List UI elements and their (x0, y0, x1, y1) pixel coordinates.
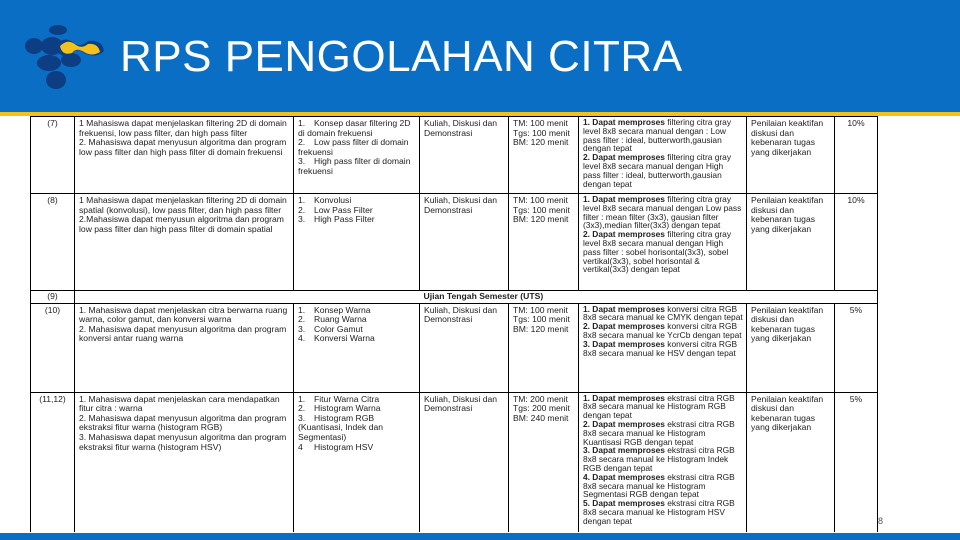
topic: 1. Konsep dasar filtering 2D di domain frekuensi (298, 118, 411, 138)
objective: 1 Mahasiswa dapat menjelaskan filtering 2D di domain frekuensi, low pass filter, dan high pass filter (79, 118, 287, 138)
outcome: 3. Dapat memproses ekstrasi citra RGB 8x8 secara manual ke Histogram Indek RGB dengan tepat (583, 445, 735, 473)
objectives-cell (75, 194, 294, 291)
outcome: 2. Dapat memproses filtering citra gray level 8x8 secara manual dengan High pass filter : ideal, butterworth,gausian dengan tepat (583, 152, 732, 189)
outcome: 2. Dapat memproses konversi citra RGB 8x8 secara manual ke YcrCb dengan tepat (583, 321, 742, 340)
weight-cell: 10% (835, 117, 878, 194)
page-title: RPS PENGOLAHAN CITRA (120, 32, 683, 81)
weight-cell: 10% (835, 194, 878, 291)
topic: 1. Konsep Warna (298, 304, 371, 315)
outcome: 2. Dapat memproses filtering citra gray level 8x8 secara manual dengan High pass filter : sobel horisontal(3x3), sobel vertikal(3x3), sobel horisontal & vertikal(3x3) dengan tepat (583, 229, 732, 275)
topics-cell (294, 194, 420, 291)
outcomes-cell (579, 117, 747, 194)
topic: 1. Fitur Warna Citra (298, 393, 380, 404)
outcomes-cell (579, 194, 747, 291)
outcome: 1. Dapat memproses filtering citra gray level 8x8 secara manual dengan Low pass filter : mean filter (3x3), gausian filter (3x3),median filter(3x3) dengan tepat (583, 194, 742, 231)
topic: 4. Konversi Warna (298, 333, 375, 344)
method-cell: Kuliah, Diskusi dan Demonstrasi (420, 117, 509, 194)
topic: 4 Histogram HSV (298, 441, 374, 452)
objective: 3. Mahasiswa dapat menyusun algoritma dan program ekstraksi fitur warna (histogram HSV) (79, 431, 287, 452)
outcome: 5. Dapat memproses ekstrasi citra RGB 8x8 secara manual ke Histogram HSV dengan tepat (583, 498, 735, 526)
outcome: 2. Dapat memproses ekstrasi citra RGB 8x8 secara manual ke Histogram Kuantisasi RGB dengan tepat (583, 418, 735, 447)
slide-footer (0, 533, 960, 540)
rps-table (30, 116, 878, 532)
outcomes-cell (579, 392, 747, 532)
table-row (31, 392, 878, 532)
assessment-cell: Penilaian keaktifan diskusi dan kebenaran tugas yang dikerjakan (747, 392, 835, 532)
objective: 2. Mahasiswa dapat menyusun algoritma dan program konversi antar ruang warna (79, 323, 287, 344)
topic: 3. Histogram RGB (Kuantisasi, Indek dan Segmentasi) (298, 412, 384, 442)
assessment-cell: Penilaian keaktifan diskusi dan kebenaran tugas yang dikerjakan (747, 303, 835, 392)
outcome: 1. Dapat memproses filtering citra gray level 8x8 secara manual dengan : Low pass filter : ideal, butterworth,gausian dengan tepat (583, 117, 732, 154)
objectives-cell (75, 117, 294, 194)
topic: 3. High Pass Filter (298, 214, 375, 225)
objective: 1 Mahasiswa dapat menjelaskan filtering 2D di domain spatial (konvolusi), low pass filter, dan high pass filter (79, 195, 287, 215)
table-row (31, 194, 878, 291)
topic: 2. Ruang Warna (298, 314, 367, 325)
topic: 3. Color Gamut (298, 323, 363, 334)
objective: 2. Mahasiswa dapat menyusun algoritma dan program low pass filter dan high pass filter di domain frekuensi (79, 137, 287, 157)
table-row (31, 303, 878, 392)
week-cell: (10) (31, 303, 75, 392)
outcome: 3. Dapat memproses konversi citra RGB 8x8 secara manual ke HSV dengan tepat (583, 338, 738, 358)
logo-icon (16, 20, 106, 90)
method-cell: Kuliah, Diskusi dan Demonstrasi (420, 392, 509, 532)
topic: 2. Histogram Warna (298, 403, 381, 414)
topics-cell (294, 392, 420, 532)
table-row (31, 117, 878, 194)
uts-row (31, 291, 878, 304)
outcome: 1. Dapat memproses ekstrasi citra RGB 8x8 secara manual ke Histogram RGB dengan tepat (583, 392, 735, 421)
week-cell: (8) (31, 194, 75, 291)
week-cell: (7) (31, 117, 75, 194)
week-cell: (11,12) (31, 392, 75, 532)
method-cell: Kuliah, Diskusi dan Demonstrasi (420, 194, 509, 291)
method-cell: Kuliah, Diskusi dan Demonstrasi (420, 303, 509, 392)
topic: 2. Low pass filter di domain frekuensi (298, 137, 409, 157)
objective: 2.Mahasiswa dapat menyusun algoritma dan program low pass filter dan high pass filter di domain spatial (79, 214, 284, 234)
time-cell: TM: 100 menit Tgs: 100 menit BM: 120 menit (509, 194, 579, 291)
outcome: 4. Dapat memproses ekstrasi citra RGB 8x8 secara manual ke Histogram Segmentasi RGB dengan tepat (583, 471, 735, 500)
objective: 2. Mahasiswa dapat menyusun algoritma dan program ekstraksi fitur warna (histogram RGB) (79, 412, 287, 433)
objectives-cell (75, 303, 294, 392)
outcomes-cell (579, 303, 747, 392)
objective: 1. Mahasiswa dapat menjelaskan cara mendapatkan fitur citra : warna (79, 393, 280, 414)
weight-cell: 5% (835, 303, 878, 392)
time-cell: TM: 200 menit Tgs: 200 menit BM: 240 menit (509, 392, 579, 532)
outcome: 1. Dapat memproses konversi citra RGB 8x8 secara manual ke CMYK dengan tepat (583, 303, 743, 323)
topic: 1. Konvolusi (298, 195, 352, 205)
objective: 1. Mahasiswa dapat menjelaskan citra berwarna ruang warna, color gamut, dan konversi warna (79, 304, 288, 325)
objectives-cell (75, 392, 294, 532)
time-cell: TM: 100 menit Tgs: 100 menit BM: 120 menit (509, 303, 579, 392)
assessment-cell: Penilaian keaktifan diskusi dan kebenaran tugas yang dikerjakan (747, 194, 835, 291)
uts-label: Ujian Tengah Semester (UTS) (420, 291, 878, 304)
page-number: 8 (878, 516, 884, 526)
topics-cell (294, 117, 420, 194)
topics-cell (294, 303, 420, 392)
time-cell: TM: 100 menit Tgs: 100 menit BM: 120 menit (509, 117, 579, 194)
topic: 3. High pass filter di domain frekuensi (298, 156, 411, 176)
assessment-cell: Penilaian keaktifan diskusi dan kebenaran tugas yang dikerjakan (747, 117, 835, 194)
topic: 2. Low Pass Filter (298, 204, 373, 215)
uts-week: (9) (31, 291, 75, 304)
weight-cell: 5% (835, 392, 878, 532)
